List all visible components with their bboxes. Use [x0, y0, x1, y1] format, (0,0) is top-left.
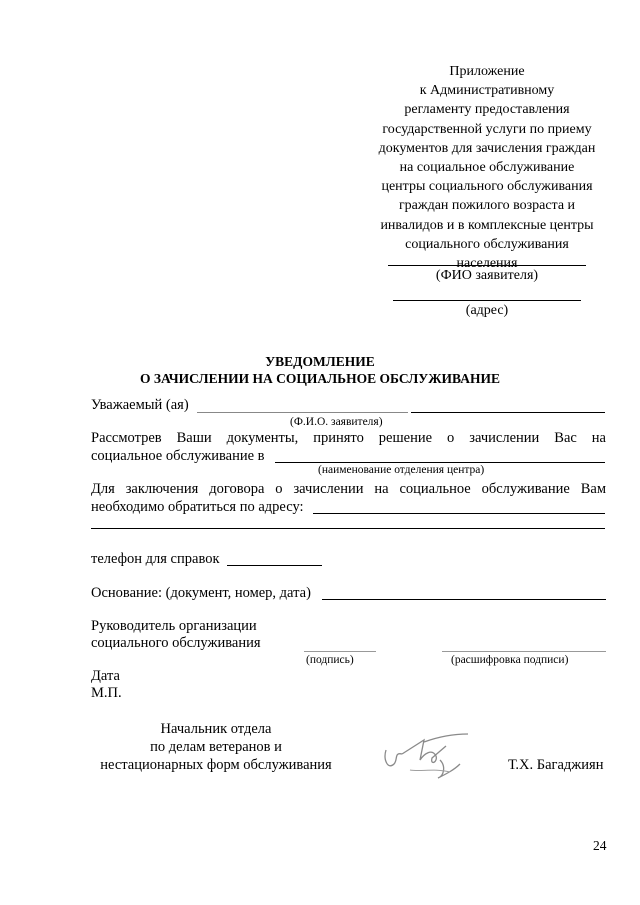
appendix-block	[356, 62, 618, 273]
considered-line: Рассмотрев Ваши документы, принято решение о зачислении Вас на	[91, 430, 606, 446]
decoding-line	[442, 651, 606, 652]
address-line-1	[313, 513, 605, 514]
chief-title-line1: Начальник отдела	[160, 721, 272, 737]
appendix-line: Приложение	[449, 64, 525, 79]
notice-subtitle: О ЗАЧИСЛЕНИИ НА СОЦИАЛЬНОЕ ОБСЛУЖИВАНИЕ	[140, 371, 500, 386]
appendix-line: инвалидов и в комплексные центры	[380, 217, 594, 233]
contract-line: Для заключения договора о зачислении на социальное обслуживание Вам	[91, 481, 606, 497]
basis-line	[322, 599, 606, 600]
chief-title-line3: нестационарных форм обслуживания	[100, 757, 332, 773]
service-in-label: социальное обслуживание в	[91, 448, 265, 464]
phone-line	[227, 565, 322, 566]
appendix-line: государственной услуги по приему	[382, 121, 592, 137]
department-caption: (наименование отделения центра)	[318, 464, 485, 476]
head-title-line1: Руководитель организации	[91, 618, 257, 634]
fio-caption: (Ф.И.О. заявителя)	[290, 416, 383, 428]
appendix-line: на социальное обслуживание	[399, 160, 575, 176]
applicant-name-line	[388, 265, 586, 266]
chief-title-line2: по делам ветеранов и	[150, 739, 282, 755]
signature-line	[304, 651, 376, 652]
stamp-label: М.П.	[91, 685, 122, 701]
department-line	[275, 462, 605, 463]
date-label: Дата	[91, 668, 120, 684]
appendix-line: населения	[456, 256, 518, 272]
appendix-line: регламенту предоставления	[404, 102, 570, 118]
fio-line-1	[197, 412, 408, 413]
notice-title: УВЕДОМЛЕНИЕ	[265, 354, 375, 369]
page-number: 24	[593, 838, 607, 853]
chief-name: Т.Х. Багаджиян	[508, 757, 604, 773]
handwritten-signature	[380, 730, 480, 782]
appendix-line: к Административному	[419, 83, 555, 99]
appendix-line: документов для зачисления граждан	[378, 140, 596, 156]
apply-to-label: необходимо обратиться по адресу:	[91, 499, 304, 515]
phone-label: телефон для справок	[91, 551, 220, 567]
address-line-2	[91, 528, 605, 529]
basis-label: Основание: (документ, номер, дата)	[91, 585, 311, 601]
decoding-caption: (расшифровка подписи)	[451, 654, 569, 666]
fio-line-2	[411, 412, 605, 413]
signature-caption: (подпись)	[306, 654, 354, 666]
applicant-name-caption: (ФИО заявителя)	[435, 268, 539, 283]
applicant-address-caption: (адрес)	[465, 303, 509, 318]
appendix-line: центры социального обслуживания	[381, 179, 593, 195]
appendix-line: социального обслуживания	[405, 236, 569, 252]
applicant-address-line	[393, 300, 581, 301]
appendix-line: граждан пожилого возраста и	[398, 198, 576, 214]
head-title-line2: социального обслуживания	[91, 635, 261, 651]
greeting-label: Уважаемый (ая)	[91, 397, 189, 413]
